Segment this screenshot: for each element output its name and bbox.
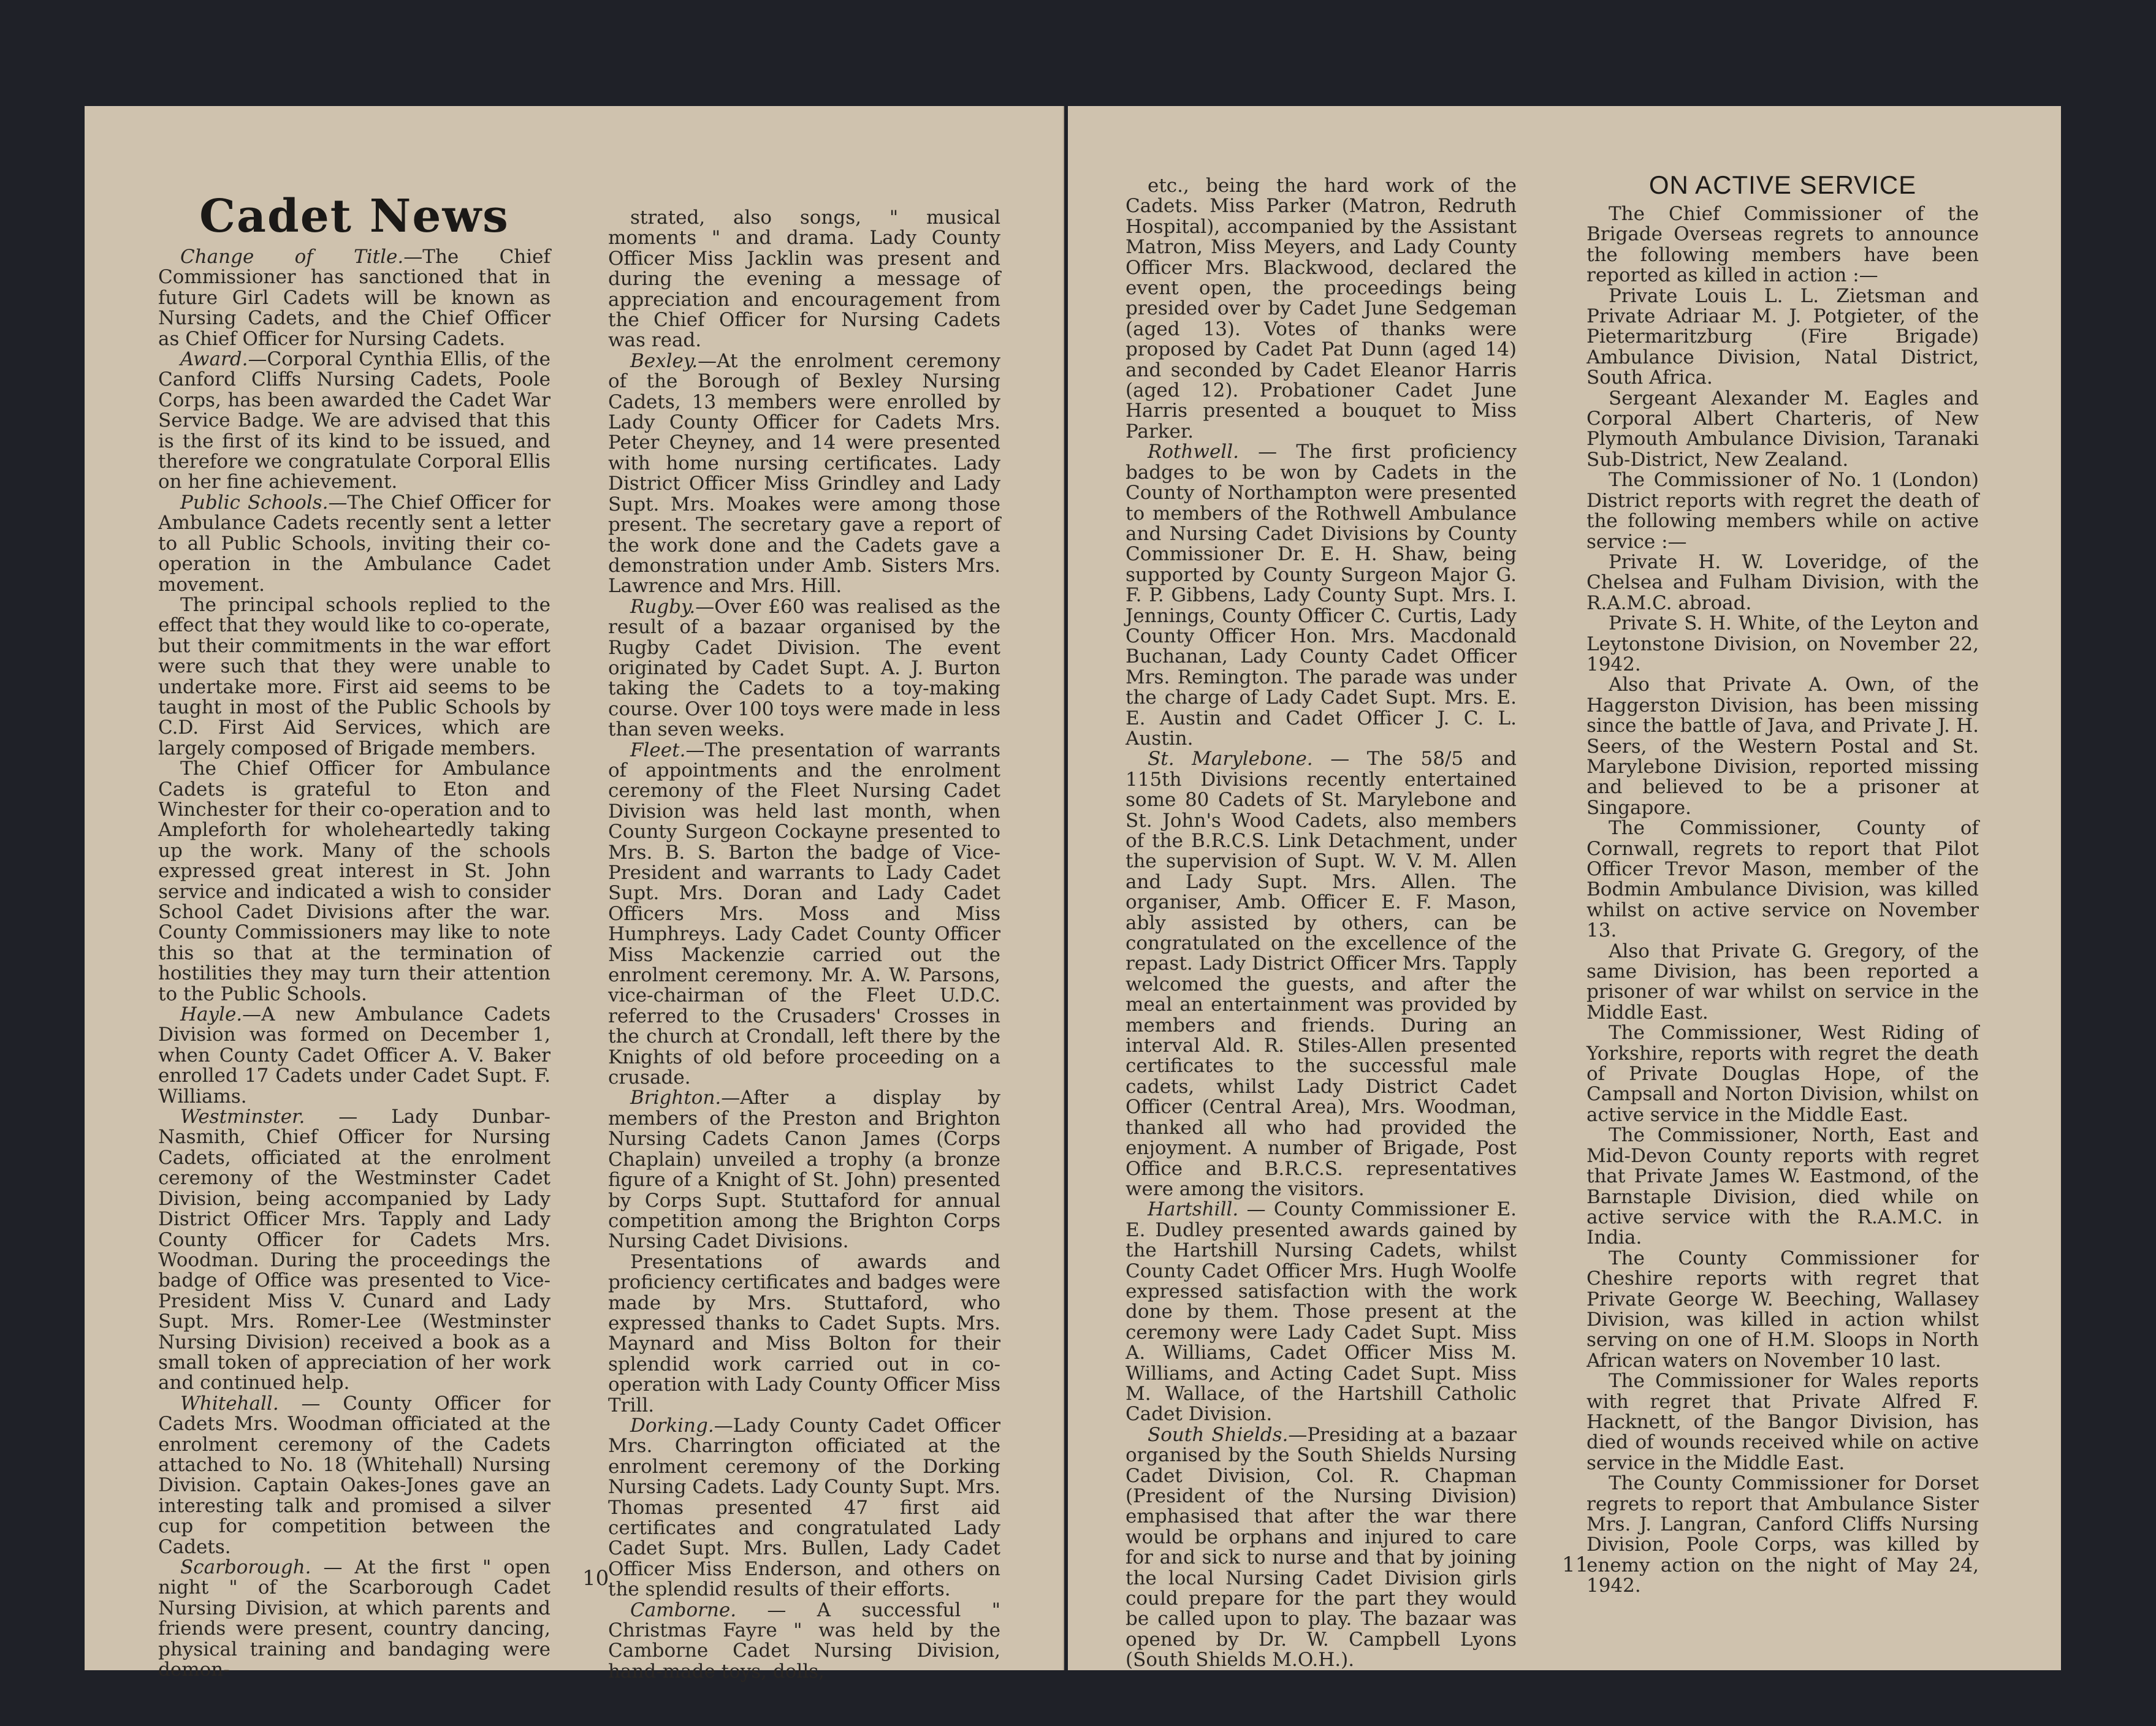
page-number-left: 10: [582, 1566, 609, 1591]
paragraph-heading: Hayle.: [180, 1003, 243, 1026]
paragraph-text: The Commissioner, West Riding of Yorkshire, reports with regret the death of Private Douglas Hope, of the Campsall and Norton Division, whilst on active service in the Middle East.: [1587, 1022, 1979, 1126]
paragraph-heading: Rugby.: [630, 595, 696, 618]
paragraph-text: Sergeant Alexander M. Eagles and Corporal Albert Charteris, of New Plymouth Ambulance Division, Taranaki Sub-District, New Zealand.: [1587, 387, 1979, 471]
paragraph: [158, 595, 550, 759]
paragraph: [1587, 1473, 1979, 1596]
paragraph-text: — Lady Dunbar-Nasmith, Chief Officer for Nursing Cadets, officiated at the enrolment ceremony of the Westminster Cadet Division, being accompanied by Lady District Officer Mrs. Tapply and Lady County Officer for Cadets Mrs. Woodman. During the proceedings the badge of Office was presented to Vice-President Miss V. Cunard and Lady Supt. Mrs. Romer-Lee (Westminster Nursing Division) received a book as a small token of appreciation of her work and continued help.: [158, 1106, 550, 1394]
paragraph-text: —Presiding at a bazaar organised by the South Shields Nursing Cadet Division, Col. R. Chapman (President of the Nursing Division) emphasised that after the war there would be orphans and injured to care for and sick to nurse and that by joining the local Nursing Cadet Division girls could prepare for the part they would be called upon to play. The bazaar was opened by Dr. W. Campbell Lyons (South Shields M.O.H.).: [1126, 1423, 1517, 1671]
paragraph: [1587, 389, 1979, 471]
right-column-2: [1587, 170, 1979, 1597]
paragraph: [1587, 204, 1979, 286]
paragraph-text: —A new Ambulance Cadets Division was formed on December 1, when County Cadet Officer A. V. Baker enrolled 17 Cadets under Cadet Supt. F. Williams.: [158, 1003, 550, 1108]
paragraph-text: Private Louis L. L. Zietsman and Private Adriaar M. J. Potgieter, of the Pietermaritzburg (Fire Brigade) Ambulance Division, Natal District, South Africa.: [1587, 284, 1979, 389]
paragraph-text: — The first proficiency badges to be won by Cadets in the County of Northampton were presented to members of the Rothwell Ambulance and Nursing Cadet Divisions by County Commissioner Dr. E. H. Shaw, being supported by County Surgeon Major G. F. P. Gibbens, Lady County Supt. Mrs. I. Jennings, County Officer C. Curtis, Lady County Officer Hon. Mrs. Macdonald Buchanan, Lady County Cadet Officer Mrs. Remington. The parade was under the charge of Lady Cadet Supt. Mrs. E. E. Austin and Cadet Officer J. C. L. Austin.: [1126, 441, 1517, 750]
paragraph-heading: Westminster.: [180, 1106, 305, 1128]
paragraph-heading: Scarborough.: [180, 1556, 311, 1578]
paragraph-text: The Commissioner, North, East and Mid-Devon County reports with regret that Private James W. Eastmond, of the Barnstaple Division, died while on active service with the R.A.M.C. in India.: [1587, 1124, 1979, 1249]
masthead-title: Cadet News: [199, 190, 509, 243]
left-column-1-body: [158, 247, 550, 1680]
paragraph-text: Also that Private G. Gregory, of the same Division, has been reported a prisoner of war whilst on service in the Middle East.: [1587, 940, 1979, 1024]
paragraph-text: Also that Private A. Own, of the Haggerston Division, has been missing since the battle of Java, and Private J. H. Seers, of the Western Postal and St. Marylebone Division, reported missing and believed to be a prisoner at Singapore.: [1587, 674, 1979, 819]
paragraph: [1126, 749, 1517, 1199]
paragraph-heading: South Shields.: [1148, 1423, 1289, 1446]
paragraph-heading: Change of Title.: [180, 246, 404, 268]
paragraph: [1587, 941, 1979, 1024]
paragraph-heading: Public Schools.: [180, 491, 329, 514]
paragraph-heading: St. Marylebone.: [1148, 748, 1313, 770]
paragraph-text: strated, also songs, " musical moments " and drama. Lady County Officer Miss Jacklin was present and during the evening a message of appreciation and encouragement from the Chief Officer for Nursing Cadets was read.: [608, 207, 1000, 352]
paragraph: [1587, 675, 1979, 818]
paragraph-heading: Camborne.: [630, 1599, 737, 1621]
right-column-1-body: [1126, 176, 1517, 1671]
paragraph-text: —Corporal Cynthia Ellis, of the Canford Cliffs Nursing Cadets, Poole Corps, has been awarded the Cadet War Service Badge. We are advised that this is the first of its kind to be issued, and therefore we congratulate Corporal Ellis on her fine achievement.: [158, 348, 550, 493]
paragraph-text: — County Commissioner E. E. Dudley presented awards gained by the Hartshill Nursing Cadets, whilst County Cadet Officer Mrs. Hugh Woolfe expressed satisfaction with the work done by them. Those present at the ceremony were Lady Cadet Supt. Miss A. Williams, Cadet Officer Miss M. Williams, and Acting Cadet Supt. Miss M. Wallace, of the Hartshill Catholic Cadet Division.: [1126, 1198, 1517, 1426]
paragraph: [158, 1394, 550, 1557]
paragraph-text: Presentations of awards and proficiency certificates and badges were made by Mrs. Stuttaford, who expressed thanks to Cadet Supts. Mrs. Maynard and Miss Bolton for their splendid work carried out in co-operation with Lady County Officer Miss Trill.: [608, 1250, 1000, 1416]
paragraph-text: —The Chief Commissioner has sanctioned that in future Girl Cadets will be known as Nursing Cadets, and the Chief Officer as Chief Officer for Nursing Cadets.: [158, 246, 550, 350]
paragraph-heading: Hartshill.: [1148, 1198, 1239, 1221]
paragraph-text: — At the first " open night " of the Scarborough Cadet Nursing Division, at which parents and friends were present, country dancing, physical training and bandaging were demon-: [158, 1556, 550, 1681]
paragraph-heading: Award.: [180, 348, 248, 371]
paragraph: [608, 1416, 1000, 1600]
paragraph-text: — County Officer for Cadets Mrs. Woodman officiated at the enrolment ceremony of the Cadets attached to No. 18 (Whitehall) Nursing Division. Captain Oakes-Jones gave an interesting talk and promised a silver cup for competition between the Cadets.: [158, 1392, 550, 1558]
paragraph-text: The Commissioner of No. 1 (London) District reports with regret the death of the following members while on active service :—: [1587, 469, 1979, 553]
paragraph-text: The Commissioner for Wales reports with regret that Private Alfred F. Hacknett, of the Bangor Division, has died of wounds received while on active service in the Middle East.: [1587, 1370, 1979, 1474]
paragraph-text: etc., being the hard work of the Cadets. Miss Parker (Matron, Redruth Hospital), accompanied by the Assistant Matron, Miss Meyers, and Lady County Officer Mrs. Blackwood, declared the event open, the proceedings being presided over by Cadet June Sedgeman (aged 13). Votes of thanks were proposed by Cadet Pat Dunn (aged 14) and seconded by Cadet Eleanor Harris (aged 12). Probationer Cadet June Harris presented a bouquet to Miss Parker.: [1126, 175, 1517, 443]
paragraph: [1587, 818, 1979, 941]
paragraph: [158, 1005, 550, 1107]
paragraph-text: —The presentation of warrants of appointments and the enrolment ceremony of the Fleet Nursing Cadet Division was held last month, when County Surgeon Cockayne presented to Mrs. B. S. Barton the badge of Vice-President and warrants to Lady Cadet Supt. Mrs. Doran and Lady Cadet Officers Mrs. Moss and Miss Humphreys. Lady Cadet County Officer Miss Mackenzie carried out the enrolment ceremony. Mr. A. W. Parsons, vice-chairman of the Fleet U.D.C. referred to the Crusaders' Crosses in the church at Crondall, left there by the Knights of old before proceeding on a crusade.: [608, 739, 1000, 1089]
left-column-1: [158, 188, 550, 1680]
right-column-2-body: [1587, 204, 1979, 1597]
paragraph: [158, 1107, 550, 1394]
paragraph-heading: Dorking.: [630, 1414, 714, 1437]
paragraph-text: —The Chief Officer for Ambulance Cadets recently sent a letter to all Public Schools, inviting their co-operation in the Ambulance Cadet movement.: [158, 491, 550, 596]
paragraph-heading: Brighton.: [630, 1087, 722, 1109]
paragraph: [1587, 552, 1979, 614]
paragraph-heading: Fleet.: [630, 739, 686, 761]
paragraph: [1587, 614, 1979, 675]
right-column-1: [1126, 176, 1517, 1671]
paragraph-text: — A successful " Christmas Fayre " was held by the Camborne Cadet Nursing Division, hand-made toys, dolls,: [608, 1599, 1000, 1682]
paragraph: [1587, 1249, 1979, 1371]
paragraph-text: The Chief Officer for Ambulance Cadets is grateful to Eton and Winchester for their co-operation and to Ampleforth for wholeheartedly taking up the work. Many of the schools expressed great interest in St. John service and indicated a wish to consider School Cadet Divisions after the war. County Commissioners may like to note this so that at the termination of hostilities they may turn their attention to the Public Schools.: [158, 758, 550, 1005]
paragraph: [1126, 442, 1517, 749]
paragraph-heading: Whitehall.: [180, 1392, 279, 1415]
paragraph-heading: Bexley.: [630, 349, 698, 372]
paragraph: [608, 1600, 1000, 1682]
paragraph: [608, 1252, 1000, 1416]
paragraph-heading: Rothwell.: [1148, 441, 1239, 463]
paragraph-text: — The 58/5 and 115th Divisions recently entertained some 80 Cadets of St. Marylebone and St. John's Wood Cadets, also members of the B.R.C.S. Link Detachment, under the supervision of Supt. W. V. M. Allen and Lady Supt. Mrs. Allen. The organiser, Amb. Officer E. F. Mason, ably assisted by others, can be congratulated on the excellence of the repast. Lady District Officer Mrs. Tapply welcomed the guests, and after the meal an entertainment was provided by members and friends. During an interval Ald. R. Stiles-Allen presented certificates to the successful male cadets, whilst Lady District Cadet Officer (Central Area), Mrs. Woodman, thanked all who had provided the enjoyment. A number of Brigade, Post Office and B.R.C.S. representatives were among the visitors.: [1126, 748, 1517, 1200]
paragraph-text: —After a display by members of the Preston and Brighton Nursing Cadets Canon James (Corps Chaplain) unveiled a trophy (a bronze figure of a Knight of St. John) presented by Corps Supt. Stuttaford for annual competition among the Brighton Corps Nursing Cadet Divisions.: [608, 1087, 1000, 1253]
paragraph: [1126, 176, 1517, 442]
paragraph: [1587, 1023, 1979, 1125]
paragraph: [1587, 470, 1979, 552]
section-heading-active-service: ON ACTIVE SERVICE: [1648, 170, 1917, 199]
left-column-2-body: [608, 208, 1000, 1682]
paragraph-text: Private H. W. Loveridge, of the Chelsea and Fulham Division, with the R.A.M.C. abroad.: [1587, 550, 1979, 614]
paragraph: [608, 1088, 1000, 1252]
paragraph: [608, 351, 1000, 597]
left-page: [85, 106, 1064, 1682]
paragraph: [608, 208, 1000, 351]
paragraph-text: —At the enrolment ceremony of the Borough of Bexley Nursing Cadets, 13 members were enrolled by Lady County Officer for Cadets Mrs. Peter Cheyney, and 14 were presented with home nursing certificates. Lady District Officer Miss Grindley and Lady Supt. Mrs. Moakes were among those present. The secretary gave a report of the work done and the Cadets gave a demonstration under Amb. Sisters Mrs. Lawrence and Mrs. Hill.: [608, 349, 1000, 598]
paragraph-text: The County Commissioner for Dorset regrets to report that Ambulance Sister Mrs. J. Langran, Canford Cliffs Nursing Division, Poole Corps, was killed by enemy action on the night of May 24, 1942.: [1587, 1472, 1979, 1597]
paragraph: [158, 1557, 550, 1680]
left-column-2: [608, 208, 1000, 1682]
paragraph: [1126, 1199, 1517, 1424]
paragraph: [608, 597, 1000, 740]
paragraph: [1587, 286, 1979, 389]
paragraph-text: The County Commissioner for Cheshire reports with regret that Private George W. Beeching, Wallasey Division, was killed in action whilst serving on one of H.M. Sloops in North African waters on November 10 last.: [1587, 1247, 1979, 1372]
paragraph: [158, 493, 550, 595]
paragraph: [158, 759, 550, 1005]
right-page: [1068, 106, 2061, 1670]
paragraph-text: Private S. H. White, of the Leyton and Leytonstone Division, on November 22, 1942.: [1587, 612, 1979, 675]
page-number-right: 11: [1562, 1553, 1589, 1577]
paragraph: [608, 740, 1000, 1089]
paragraph-text: —Lady County Cadet Officer Mrs. Charrington officiated at the enrolment ceremony of the Dorking Nursing Cadets. Lady County Supt. Mrs. Thomas presented 47 first aid certificates and congratulated Lady Cadet Supt. Mrs. Bullen, Lady Cadet Officer Miss Enderson, and others on the splendid results of their efforts.: [608, 1414, 1000, 1601]
paragraph-text: The principal schools replied to the effect that they would like to co-operate, but their commitments in the war effort were such that they were unable to undertake more. First aid seems to be taught in most of the Public Schools by C.D. First Aid Services, which are largely composed of Brigade members.: [158, 593, 550, 759]
paragraph: [158, 247, 550, 349]
paragraph: [1126, 1425, 1517, 1671]
paragraph-text: —Over £60 was realised as the result of a bazaar organised by the Rugby Cadet Division. The event originated by Cadet Supt. A. J. Burton taking the Cadets to a toy-making course. Over 100 toys were made in less than seven weeks.: [608, 595, 1000, 741]
paragraph: [158, 349, 550, 493]
paragraph-text: The Commissioner, County of Cornwall, regrets to report that Pilot Officer Trevor Mason, member of the Bodmin Ambulance Division, was killed whilst on active service on November 13.: [1587, 817, 1979, 942]
paragraph-text: The Chief Commissioner of the Brigade Overseas regrets to announce the following members have been reported as killed in action :—: [1587, 203, 1979, 287]
paragraph: [1587, 1125, 1979, 1248]
paragraph: [1587, 1371, 1979, 1473]
